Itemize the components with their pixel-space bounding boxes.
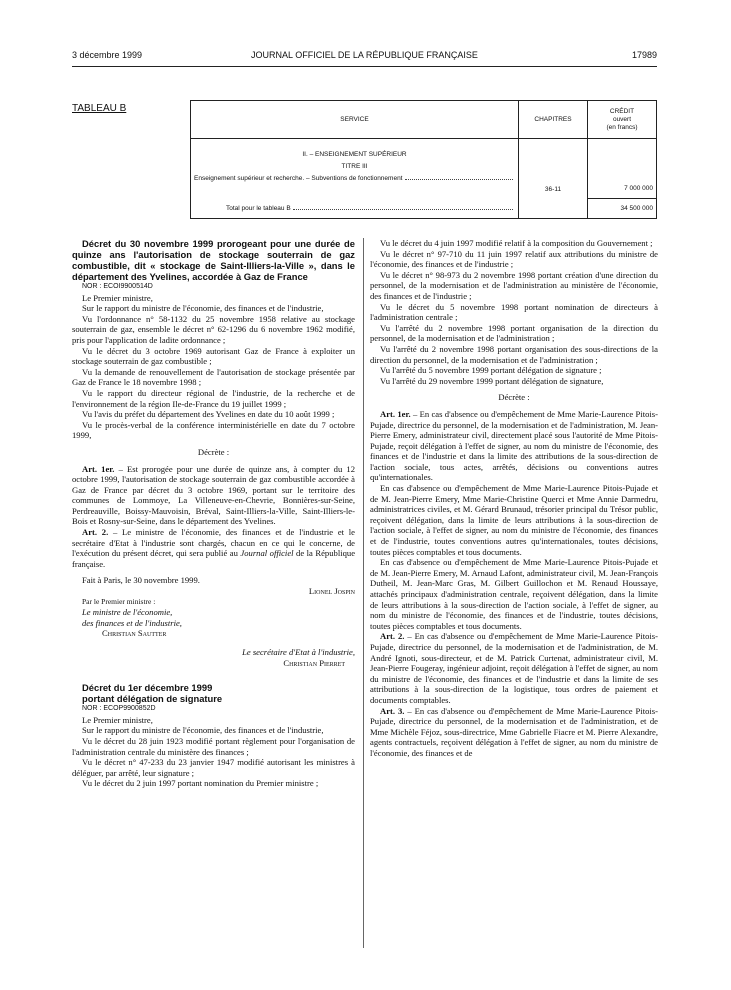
page-header: [72, 50, 657, 64]
signature-minister: Christian Sautter: [102, 628, 167, 639]
total-label-cell: Total pour le tableau B: [191, 199, 519, 219]
row-chapitre: 36-11: [519, 139, 588, 199]
paragraph: Vu l'arrêté du 2 novembre 1998 portant organisation des sous-directions de la direction du personnel, de la modernisation et de l'administration ;: [370, 343, 658, 365]
header-credit: CRÉDIT ouvert (en francs): [588, 101, 657, 139]
paragraph: Le Premier ministre,: [82, 714, 153, 725]
header-date: 3 décembre 1999: [72, 50, 143, 60]
minister-title-2: des finances et de l'industrie,: [82, 617, 182, 628]
paragraph: Vu l'arrêté du 5 novembre 1999 portant délégation de signature ;: [380, 365, 602, 376]
paragraph: En cas d'absence ou d'empêchement de Mme Marie-Laurence Pitois-Pujade et de M. Jean-Pierre Emery, M. Arnaud Lafont, administrateur civil, M. Jean-François Dutheil, M. Jean-Marc Gras, M. Gilbert Guillochon et M. Renaud Houssaye, attachés principaux d'administration centrale, reçoivent délégation, dans la limite de leurs attributions à la sous-direction de l'action sociale, à l'effet de signer, au nom du ministre de l'économie, des finances et de l'industrie, toutes décisions, toutes pièces comptables et tous documents.: [370, 557, 658, 631]
paragraph: Vu le rapport du directeur régional de l'industrie, de la recherche et de l'environnement de la région Ile-de-France du 19 juillet 1999 ;: [72, 387, 355, 409]
paragraph: Vu la demande de renouvellement de l'autorisation de stockage présentée par Gaz de France le 18 novembre 1998 ;: [72, 366, 355, 388]
left-column: [72, 238, 355, 789]
section-title: II. – ENSEIGNEMENT SUPÉRIEUR: [302, 151, 407, 158]
paragraph: Vu le décret du 4 juin 1997 modifié relatif à la composition du Gouvernement ;: [380, 238, 653, 248]
article-2: Art. 2. – Le ministre de l'économie, des finances et de l'industrie et le secrétaire d'Etat à l'industrie sont chargés, chacun en ce qui le concerne, de l'exécution du présent décret, qui sera publié au Journal officiel de la République française.: [72, 527, 356, 569]
table-header-row: [191, 101, 657, 139]
paragraph: Vu le décret du 28 juin 1923 modifié portant règlement pour l'organisation de l'administration centrale du ministère des finances ;: [72, 735, 355, 757]
article-1: Art. 1er. – En cas d'absence ou d'empêchement de Mme Marie-Laurence Pitois-Pujade, directrice du personnel, de la modernisation et de l'administration, M. Jean-Pierre Emery, administrateur civil, directement placé sous l'autorité de Mme Pitois-Pujade, reçoit délégation à l'effet de signer, au nom du ministre de l'économie, des finances et de l'industrie et dans la limite des attributions de la sous-direction de l'action sociale, tous actes, arrêtés, décisions ou conventions autres qu'internationales.: [370, 408, 658, 483]
signature-secretary: Christian Pierret: [283, 657, 345, 668]
secretary-title: Le secrétaire d'Etat à l'industrie,: [242, 647, 355, 657]
decree1-title: Décret du 30 novembre 1999 prorogeant pour une durée de quinze ans l'autorisation de stockage souterrain de gaz combustible, dit « stockage de Saint-Illiers-la-Ville », dans le département des Yvelines, accordée à Gaz de France: [72, 238, 355, 282]
header-chapitres: CHAPITRES: [519, 101, 588, 139]
paragraph: Vu le décret n° 98-973 du 2 novembre 1998 portant création d'une direction du personnel, de la modernisation et de l'administration au ministère de l'économie, des finances et de l'industrie ;: [370, 269, 658, 301]
tableau-b: [190, 100, 657, 219]
paragraph: Vu le décret du 2 juin 1997 portant nomination du Premier ministre ;: [82, 778, 319, 789]
decree2-title-2: portant délégation de signature: [82, 693, 223, 705]
article-3: Art. 3. – En cas d'absence ou d'empêchement de Mme Marie-Laurence Pitois-Pujade, directrice du personnel, de la modernisation et de l'administration, et de Mme Michèle Féjoz, sous-directrice, Mme Gabrielle Fiacre et M. Pierre Alexandre, agents contractuels, reçoivent délégation à l'effet de signer, au nom du ministre de l'économie, des finances et de: [370, 705, 659, 758]
fait-line: Fait à Paris, le 30 novembre 1999.: [82, 575, 200, 586]
paragraph: Vu l'arrêté du 2 novembre 1998 portant organisation de la direction du personnel, de la modernisation et de l'administration ;: [370, 322, 658, 344]
header-journal: JOURNAL OFFICIEL DE LA RÉPUBLIQUE FRANÇAISE: [251, 50, 478, 60]
header-rule: [72, 66, 657, 67]
decree1-nor: NOR : ECOI9900514D: [82, 283, 153, 290]
paragraph: Vu l'avis du préfet du département des Yvelines en date du 10 août 1999 ;: [82, 409, 335, 420]
paragraph: Vu le décret du 3 octobre 1969 autorisant Gaz de France à exploiter un stockage souterrain de gaz combustible ;: [72, 345, 355, 367]
paragraph: Vu le décret du 5 novembre 1998 portant nomination de directeurs à l'administration centrale ;: [370, 301, 658, 323]
decrete-heading: Décrète :: [498, 392, 530, 403]
section-subtitle: TITRE III: [341, 163, 368, 170]
decree2-nor: NOR : ECOP9900852D: [82, 705, 156, 713]
minister-title-1: Le ministre de l'économie,: [82, 607, 173, 618]
article-1: Art. 1er. – Est prorogée pour une durée de quinze ans, à compter du 12 octobre 1999, l'autorisation de stockage souterrain de gaz combustible accordée à Gaz de France par décret du 3 octobre 1969, portant sur le territoire des communes de Lommoye, La Villeneuve-en-Chevrie, Bonnières-sur-Seine, Perdreauville, Boissy-Mauvoisin, Bréval, Saint-Illiers-la-Ville, Saint-Illiers-le-Bois et Rosny-sur-Seine, dans le département des Yvelines.: [72, 463, 355, 527]
paragraph: Vu l'ordonnance n° 58-1132 du 25 novembre 1958 relative au stockage souterrain de gaz, ensemble le décret n° 62-1296 du 6 novembre 1962 modifié, pris pour l'application de ladite ordonnance ;: [72, 313, 355, 345]
paragraph: En cas d'absence ou d'empêchement de Mme Marie-Laurence Pitois-Pujade et de M. Jean-Pierre Emery, Mme Marie-Christine Querci et Mme Annie Darmedru, administratrices civiles, et M. Gérard Brunaud, trésorier principal du Trésor public, reçoivent délégation, dans la limite de leurs attributions à la sous-direction de l'action sociale, à l'effet de signer, au nom du ministre de l'économie, des finances et de l'industrie, toutes conventions autres qu'internationales, toutes décisions, toutes pièces comptables et tous documents.: [370, 483, 658, 557]
decree2-title-1: Décret du 1er décembre 1999: [82, 682, 213, 694]
paragraph: Le Premier ministre,: [82, 292, 153, 303]
right-column: [370, 238, 658, 759]
total-amount: 34 500 000: [588, 199, 657, 219]
tableau-label: TABLEAU B: [72, 103, 127, 114]
par-le-premier-ministre: Par le Premier ministre :: [82, 596, 156, 606]
signature-pm: Lionel Jospin: [308, 586, 355, 597]
header-page-number: 17989: [631, 50, 657, 60]
row-label: Enseignement supérieur et recherche. – Subventions de fonctionnement: [194, 175, 515, 182]
row-amount: 7 000 000: [588, 139, 657, 199]
paragraph: Vu le décret n° 97-710 du 11 juin 1997 relatif aux attributions du ministre de l'économie, des finances et de l'industrie ;: [370, 248, 658, 270]
row-service-cell: [191, 139, 519, 199]
table-row: [191, 139, 657, 199]
paragraph: Vu l'arrêté du 29 novembre 1999 portant délégation de signature,: [380, 375, 604, 386]
article-2: Art. 2. – En cas d'absence ou d'empêchement de Mme Marie-Laurence Pitois-Pujade, directrice du personnel, de la modernisation et de l'administration, de M. André Ignoti, sous-directeur, et de M. Patrick Curtenat, administrateur civil, M. Jean-Pierre Fougeray, ingénieur adjoint, reçoit délégation à l'effet de signer, au nom du ministre de l'économie, des finances et de l'industrie et dans la limite de ses attributions à la sous-direction de la logistique, tous ordres de paiement et documents comptables.: [370, 631, 659, 705]
header-service: SERVICE: [191, 101, 519, 139]
table-total-row: [191, 199, 657, 219]
paragraph: Vu le procès-verbal de la conférence interministérielle en date du 7 octobre 1999,: [72, 419, 355, 441]
paragraph: Sur le rapport du ministre de l'économie, des finances et de l'industrie,: [82, 303, 324, 314]
paragraph: Sur le rapport du ministre de l'économie, des finances et de l'industrie,: [82, 725, 324, 736]
decrete-heading: Décrète :: [197, 446, 230, 457]
column-divider: [363, 238, 364, 948]
paragraph: Vu le décret n° 47-233 du 23 janvier 1947 modifié autorisant les ministres à déléguer, par arrêté, leur signature ;: [72, 757, 355, 778]
